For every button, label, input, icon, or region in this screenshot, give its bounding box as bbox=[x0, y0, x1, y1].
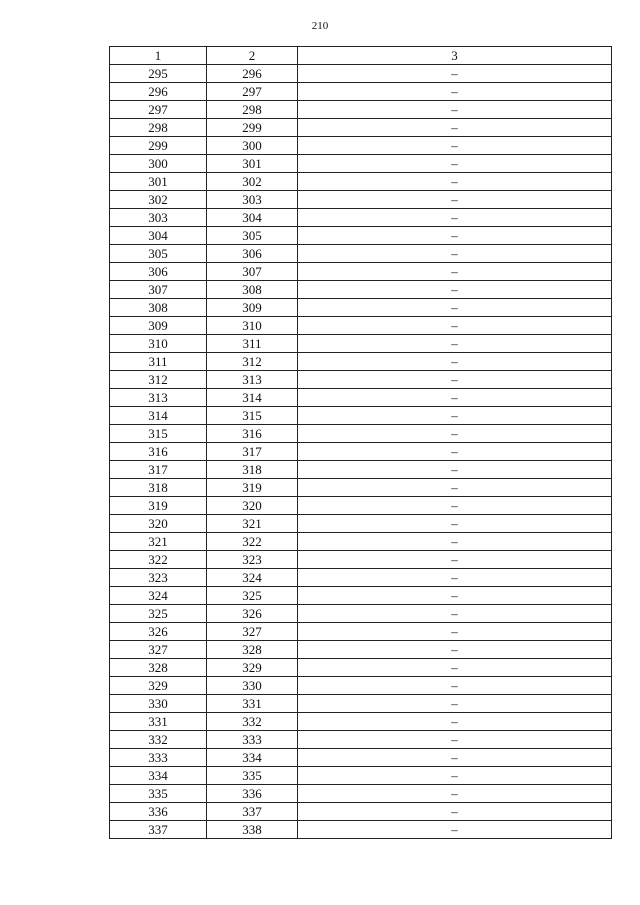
table-row bbox=[110, 227, 612, 245]
table-cell-col-3: – bbox=[298, 263, 612, 281]
table-cell-col-2: 297 bbox=[207, 83, 298, 101]
table-cell-col-1: 323 bbox=[110, 569, 207, 587]
table-cell-col-2: 300 bbox=[207, 137, 298, 155]
table-cell-col-2: 311 bbox=[207, 335, 298, 353]
table-row bbox=[110, 803, 612, 821]
table-cell-col-3: – bbox=[298, 695, 612, 713]
table-cell-col-1: 296 bbox=[110, 83, 207, 101]
table-cell-col-3: – bbox=[298, 299, 612, 317]
table-row bbox=[110, 497, 612, 515]
table-cell-col-2: 320 bbox=[207, 497, 298, 515]
table-cell-col-3: – bbox=[298, 803, 612, 821]
table-cell-col-3: – bbox=[298, 65, 612, 83]
table-cell-col-1: 325 bbox=[110, 605, 207, 623]
table-row bbox=[110, 461, 612, 479]
table-row bbox=[110, 677, 612, 695]
table-cell-col-1: 322 bbox=[110, 551, 207, 569]
table-cell-col-2: 337 bbox=[207, 803, 298, 821]
table-row bbox=[110, 65, 612, 83]
table-cell-col-2: 305 bbox=[207, 227, 298, 245]
table-row bbox=[110, 605, 612, 623]
table-cell-col-3: – bbox=[298, 605, 612, 623]
table-cell-col-1: 295 bbox=[110, 65, 207, 83]
table-cell-col-3: – bbox=[298, 821, 612, 839]
table-cell-col-3: – bbox=[298, 749, 612, 767]
table-cell-col-2: 301 bbox=[207, 155, 298, 173]
table-cell-col-2: 302 bbox=[207, 173, 298, 191]
table-cell-col-1: 302 bbox=[110, 191, 207, 209]
table-cell-col-3: – bbox=[298, 587, 612, 605]
table-row bbox=[110, 335, 612, 353]
table-cell-col-2: 304 bbox=[207, 209, 298, 227]
data-table bbox=[109, 46, 612, 839]
table-row bbox=[110, 587, 612, 605]
table-cell-col-2: 313 bbox=[207, 371, 298, 389]
table-cell-col-2: 334 bbox=[207, 749, 298, 767]
table-cell-col-2: 328 bbox=[207, 641, 298, 659]
table-cell-col-3: – bbox=[298, 407, 612, 425]
table-cell-col-2: 327 bbox=[207, 623, 298, 641]
table-row bbox=[110, 389, 612, 407]
table-cell-col-2: 326 bbox=[207, 605, 298, 623]
table-cell-col-1: 329 bbox=[110, 677, 207, 695]
table-cell-col-3: – bbox=[298, 713, 612, 731]
table-cell-col-2: 322 bbox=[207, 533, 298, 551]
table-row bbox=[110, 821, 612, 839]
table-row bbox=[110, 731, 612, 749]
table-cell-col-3: – bbox=[298, 533, 612, 551]
table-cell-col-3: – bbox=[298, 101, 612, 119]
table-cell-col-1: 320 bbox=[110, 515, 207, 533]
table-row bbox=[110, 137, 612, 155]
table-cell-col-2: 338 bbox=[207, 821, 298, 839]
table-cell-col-1: 337 bbox=[110, 821, 207, 839]
table-cell-col-2: 307 bbox=[207, 263, 298, 281]
table-cell-col-1: 324 bbox=[110, 587, 207, 605]
table-row bbox=[110, 623, 612, 641]
table-row bbox=[110, 83, 612, 101]
table-cell-col-3: – bbox=[298, 317, 612, 335]
table-row bbox=[110, 119, 612, 137]
table-cell-col-1: 330 bbox=[110, 695, 207, 713]
table-cell-col-2: 329 bbox=[207, 659, 298, 677]
table-cell-col-3: – bbox=[298, 371, 612, 389]
table-cell-col-2: 315 bbox=[207, 407, 298, 425]
table-cell-col-2: 298 bbox=[207, 101, 298, 119]
table-cell-col-1: 316 bbox=[110, 443, 207, 461]
table-cell-col-2: 303 bbox=[207, 191, 298, 209]
table-cell-col-3: – bbox=[298, 767, 612, 785]
table-cell-col-2: 296 bbox=[207, 65, 298, 83]
table-cell-col-2: 325 bbox=[207, 587, 298, 605]
table-cell-col-1: 310 bbox=[110, 335, 207, 353]
table-cell-col-2: 317 bbox=[207, 443, 298, 461]
table-cell-col-1: 321 bbox=[110, 533, 207, 551]
table-cell-col-2: 308 bbox=[207, 281, 298, 299]
table-row bbox=[110, 191, 612, 209]
table-cell-col-1: 328 bbox=[110, 659, 207, 677]
table-row bbox=[110, 317, 612, 335]
table-cell-col-2: 335 bbox=[207, 767, 298, 785]
table-cell-col-2: 299 bbox=[207, 119, 298, 137]
table-row bbox=[110, 695, 612, 713]
table-row bbox=[110, 749, 612, 767]
table-cell-col-3: – bbox=[298, 335, 612, 353]
table-cell-col-3: – bbox=[298, 245, 612, 263]
table-cell-col-3: – bbox=[298, 353, 612, 371]
table-row bbox=[110, 155, 612, 173]
table-cell-col-1: 306 bbox=[110, 263, 207, 281]
table-cell-col-3: – bbox=[298, 227, 612, 245]
table-cell-col-2: 332 bbox=[207, 713, 298, 731]
table-cell-col-1: 301 bbox=[110, 173, 207, 191]
table-header bbox=[110, 47, 612, 65]
table-row bbox=[110, 479, 612, 497]
table-row bbox=[110, 569, 612, 587]
table-cell-col-3: – bbox=[298, 641, 612, 659]
column-header-2: 2 bbox=[207, 47, 298, 65]
table-row bbox=[110, 281, 612, 299]
table-cell-col-3: – bbox=[298, 623, 612, 641]
table-row bbox=[110, 407, 612, 425]
table-cell-col-3: – bbox=[298, 551, 612, 569]
table-row bbox=[110, 371, 612, 389]
table-cell-col-1: 326 bbox=[110, 623, 207, 641]
table-cell-col-3: – bbox=[298, 731, 612, 749]
table-cell-col-1: 311 bbox=[110, 353, 207, 371]
table-cell-col-1: 307 bbox=[110, 281, 207, 299]
table-cell-col-2: 321 bbox=[207, 515, 298, 533]
table-cell-col-1: 331 bbox=[110, 713, 207, 731]
table-cell-col-3: – bbox=[298, 281, 612, 299]
table-cell-col-3: – bbox=[298, 425, 612, 443]
table-row bbox=[110, 209, 612, 227]
table-cell-col-3: – bbox=[298, 83, 612, 101]
table-cell-col-3: – bbox=[298, 209, 612, 227]
table-cell-col-1: 332 bbox=[110, 731, 207, 749]
table-cell-col-2: 336 bbox=[207, 785, 298, 803]
table-cell-col-2: 309 bbox=[207, 299, 298, 317]
table-row bbox=[110, 101, 612, 119]
table-cell-col-1: 319 bbox=[110, 497, 207, 515]
table-cell-col-1: 300 bbox=[110, 155, 207, 173]
table-cell-col-2: 330 bbox=[207, 677, 298, 695]
table-cell-col-2: 312 bbox=[207, 353, 298, 371]
table-row bbox=[110, 659, 612, 677]
table-cell-col-2: 319 bbox=[207, 479, 298, 497]
table-cell-col-2: 324 bbox=[207, 569, 298, 587]
table-cell-col-2: 316 bbox=[207, 425, 298, 443]
table-cell-col-1: 298 bbox=[110, 119, 207, 137]
table-cell-col-2: 323 bbox=[207, 551, 298, 569]
header-row bbox=[110, 47, 612, 65]
table-cell-col-3: – bbox=[298, 119, 612, 137]
table-row bbox=[110, 713, 612, 731]
table-cell-col-3: – bbox=[298, 497, 612, 515]
table-row bbox=[110, 785, 612, 803]
table-cell-col-3: – bbox=[298, 389, 612, 407]
table-cell-col-1: 318 bbox=[110, 479, 207, 497]
table-cell-col-1: 336 bbox=[110, 803, 207, 821]
table-cell-col-2: 314 bbox=[207, 389, 298, 407]
column-header-1: 1 bbox=[110, 47, 207, 65]
column-header-3: 3 bbox=[298, 47, 612, 65]
table-row bbox=[110, 551, 612, 569]
table-cell-col-3: – bbox=[298, 173, 612, 191]
table-cell-col-1: 335 bbox=[110, 785, 207, 803]
table-cell-col-3: – bbox=[298, 137, 612, 155]
table-cell-col-3: – bbox=[298, 479, 612, 497]
table-cell-col-3: – bbox=[298, 461, 612, 479]
table-cell-col-2: 318 bbox=[207, 461, 298, 479]
table-cell-col-3: – bbox=[298, 569, 612, 587]
table-cell-col-2: 331 bbox=[207, 695, 298, 713]
table-row bbox=[110, 263, 612, 281]
table-cell-col-1: 313 bbox=[110, 389, 207, 407]
table-cell-col-1: 303 bbox=[110, 209, 207, 227]
table-row bbox=[110, 767, 612, 785]
table-cell-col-2: 306 bbox=[207, 245, 298, 263]
table-cell-col-3: – bbox=[298, 155, 612, 173]
table-row bbox=[110, 245, 612, 263]
table-row bbox=[110, 425, 612, 443]
table-cell-col-3: – bbox=[298, 191, 612, 209]
table-row bbox=[110, 515, 612, 533]
table-cell-col-1: 297 bbox=[110, 101, 207, 119]
table-cell-col-1: 314 bbox=[110, 407, 207, 425]
page-number: 210 bbox=[311, 20, 329, 32]
table-body bbox=[110, 65, 612, 839]
table-cell-col-1: 308 bbox=[110, 299, 207, 317]
table-row bbox=[110, 353, 612, 371]
table-cell-col-1: 309 bbox=[110, 317, 207, 335]
table-cell-col-2: 333 bbox=[207, 731, 298, 749]
table-cell-col-1: 305 bbox=[110, 245, 207, 263]
table-row bbox=[110, 641, 612, 659]
table-cell-col-2: 310 bbox=[207, 317, 298, 335]
table-cell-col-1: 334 bbox=[110, 767, 207, 785]
table-cell-col-1: 312 bbox=[110, 371, 207, 389]
table-cell-col-1: 299 bbox=[110, 137, 207, 155]
table-cell-col-1: 317 bbox=[110, 461, 207, 479]
table-row bbox=[110, 173, 612, 191]
table-cell-col-1: 304 bbox=[110, 227, 207, 245]
table-cell-col-3: – bbox=[298, 659, 612, 677]
table-row bbox=[110, 443, 612, 461]
table-cell-col-1: 315 bbox=[110, 425, 207, 443]
table-cell-col-3: – bbox=[298, 677, 612, 695]
table-row bbox=[110, 299, 612, 317]
table-cell-col-1: 327 bbox=[110, 641, 207, 659]
table-cell-col-3: – bbox=[298, 515, 612, 533]
table-cell-col-1: 333 bbox=[110, 749, 207, 767]
table-row bbox=[110, 533, 612, 551]
table-cell-col-3: – bbox=[298, 785, 612, 803]
table-cell-col-3: – bbox=[298, 443, 612, 461]
